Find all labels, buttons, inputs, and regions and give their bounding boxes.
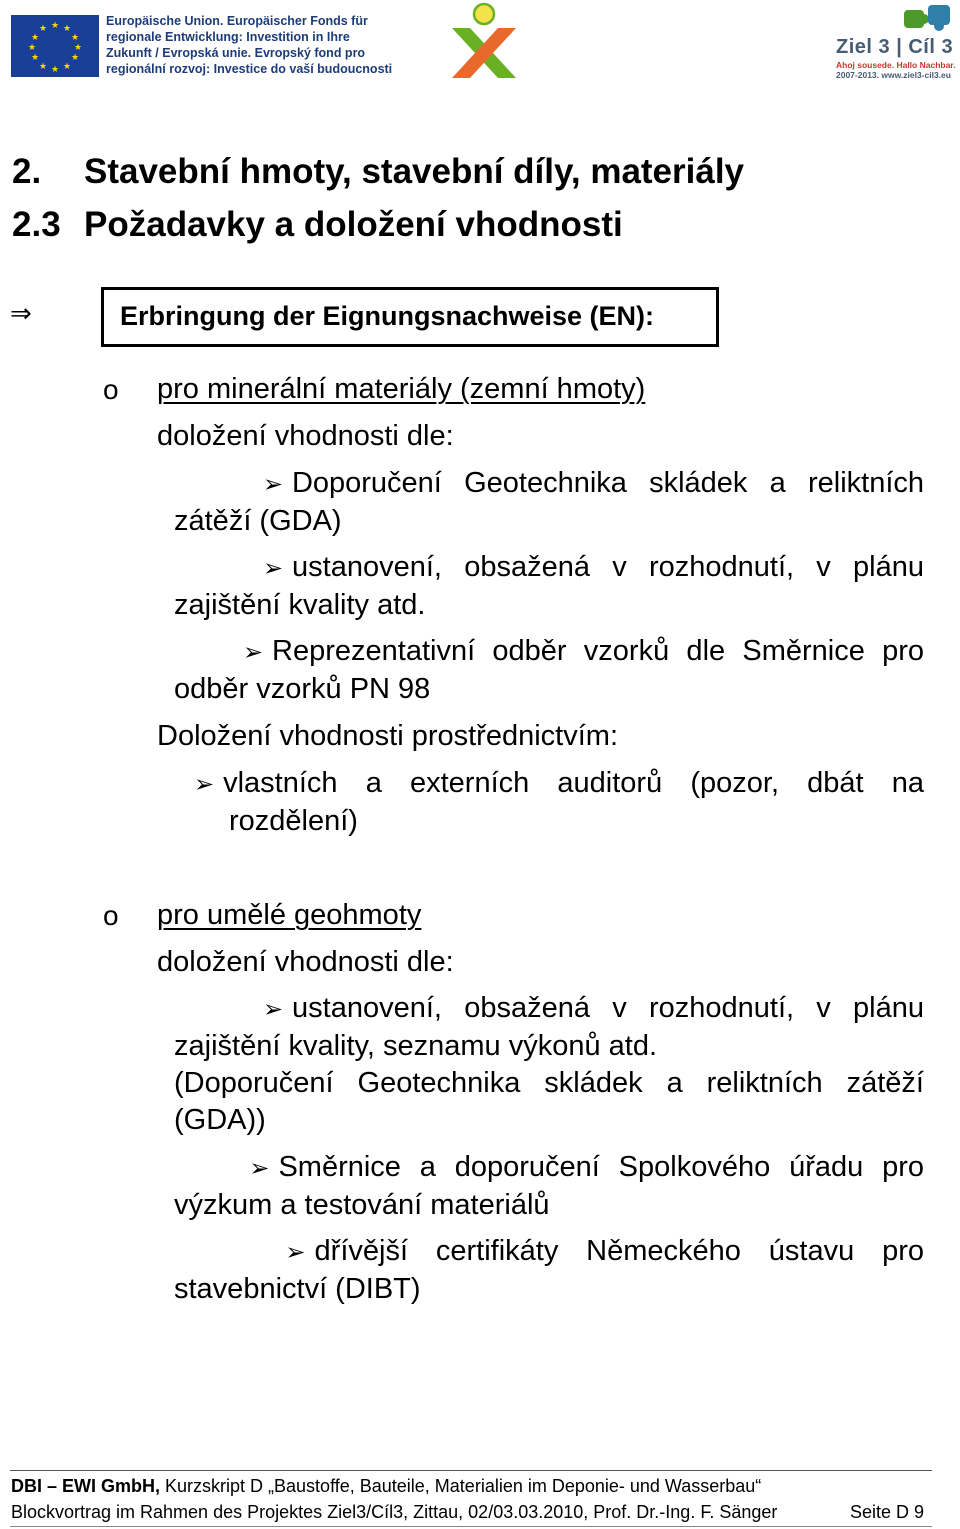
- list-item-line: [174, 633, 924, 671]
- heading-2-number: 2.3: [12, 205, 61, 244]
- list-item-line: [174, 549, 924, 587]
- list-item: [174, 990, 924, 1139]
- list-item: [194, 765, 924, 840]
- list-item: [174, 465, 924, 540]
- list-item-text: (GDA)): [174, 1104, 266, 1136]
- framed-label-text: Erbringung der Eignungsnachweise (EN):: [120, 301, 655, 331]
- list-item-text: rozdělení): [229, 805, 358, 837]
- section-1-subtitle-2: Doložení vhodnosti prostřednictvím:: [157, 720, 618, 752]
- ziel3-logo: [830, 2, 956, 82]
- section-2-title: pro umělé geohmoty: [157, 899, 422, 931]
- arrowhead-bullet-icon: ➢: [249, 1155, 270, 1182]
- eu-text-line: Europäische Union. Europäischer Fonds für: [106, 14, 368, 28]
- list-item-text: odběr vzorků PN 98: [174, 673, 431, 705]
- heading-1-title: Stavební hmoty, stavební díly, materiály: [84, 152, 745, 191]
- footer-page-number: Seite D 9: [850, 1502, 925, 1522]
- list-item-line: [194, 765, 924, 803]
- list-item-text: Směrnice a doporučení Spolkového úřadu pro: [278, 1151, 924, 1183]
- list-item-text: zátěží (GDA): [174, 505, 342, 537]
- list-item-text: ustanovení, obsažená v rozhodnutí, v plánu: [292, 992, 924, 1024]
- ziel3-logo-sub-line: 2007-2013. www.ziel3-cil3.eu: [836, 70, 951, 80]
- list-item-text: Reprezentativní odběr vzorků dle Směrnice pro: [272, 635, 924, 667]
- list-item-line: [174, 465, 924, 503]
- list-item-text: ustanovení, obsažená v rozhodnutí, v plánu: [292, 551, 924, 583]
- section-2-subtitle: doložení vhodnosti dle:: [157, 946, 454, 978]
- eu-flag-logo: ★ ★ ★ ★ ★ ★ ★ ★ ★ ★ ★ ★: [11, 15, 99, 77]
- arrowhead-bullet-icon: ➢: [242, 639, 264, 666]
- list-marker-circle: o: [103, 900, 119, 931]
- heading-1-number: 2.: [12, 152, 42, 191]
- footer-company: DBI – EWI GmbH,: [11, 1476, 161, 1496]
- eu-text-line: regionale Entwicklung: Investition in Ihre: [106, 30, 350, 44]
- list-item-text: Doporučení Geotechnika skládek a reliktních: [291, 467, 925, 499]
- list-item-line: [174, 990, 924, 1028]
- list-item-line: [174, 1149, 924, 1187]
- list-item: [174, 1149, 924, 1224]
- footer-bottom-rule: [10, 1526, 932, 1527]
- list-item-text: zajištění kvality atd.: [174, 589, 426, 621]
- section-1-subtitle: doložení vhodnosti dle:: [157, 420, 454, 452]
- heading-2-title: Požadavky a doložení vhodnosti: [84, 205, 623, 244]
- ziel3-logo-title: Ziel 3 | Cíl 3: [836, 36, 954, 58]
- footer-course-title: Kurzskript D „Baustoffe, Bauteile, Materialien im Deponie- und Wasserbau“: [160, 1476, 762, 1496]
- eu-logo-text: [106, 13, 396, 77]
- list-item-text: vlastních a externích auditorů (pozor, dbát na: [223, 767, 924, 799]
- ziel3-logo-subtitle: [836, 60, 956, 80]
- arrowhead-bullet-icon: ➢: [285, 1239, 306, 1266]
- list-item-line: [174, 1233, 924, 1271]
- ziel3-logo-sub-line: Ahoj sousede. Hallo Nachbar.: [836, 60, 956, 70]
- footer-divider: [10, 1470, 932, 1471]
- arrowhead-bullet-icon: ➢: [262, 996, 284, 1023]
- puzzle-icon: [902, 2, 956, 34]
- list-item-text: (Doporučení Geotechnika skládek a reliktních zátěží: [174, 1067, 924, 1099]
- list-marker-circle: o: [103, 374, 119, 405]
- list-item-text: stavebnictví (DIBT): [174, 1273, 421, 1305]
- list-item: [174, 549, 924, 624]
- section-1-title: pro minerální materiály (zemní hmoty): [157, 373, 646, 405]
- double-arrow-icon: ⇒: [10, 298, 32, 328]
- footer-line-1: [11, 1476, 761, 1497]
- arrowhead-bullet-icon: ➢: [262, 555, 284, 582]
- list-item: [174, 633, 924, 708]
- list-item-text: výzkum a testování materiálů: [174, 1189, 550, 1221]
- eu-text-line: Zukunft / Evropská unie. Evropský fond pro: [106, 46, 366, 60]
- x-program-logo: [448, 2, 520, 78]
- eu-text-line: regionální rozvoj: Investice do vaší budoucnosti: [106, 62, 393, 76]
- footer-line-2: Blockvortrag im Rahmen des Projektes Ziel3/Cíl3, Zittau, 02/03.03.2010, Prof. Dr.-Ing. F. Sänger: [11, 1502, 778, 1522]
- list-item-text: dřívější certifikáty Německého ústavu pro: [314, 1235, 924, 1267]
- framed-label-box: [101, 287, 719, 347]
- arrowhead-bullet-icon: ➢: [194, 771, 215, 798]
- arrowhead-bullet-icon: ➢: [262, 471, 283, 498]
- list-item-text: zajištění kvality, seznamu výkonů atd.: [174, 1030, 658, 1062]
- list-item: [174, 1233, 924, 1308]
